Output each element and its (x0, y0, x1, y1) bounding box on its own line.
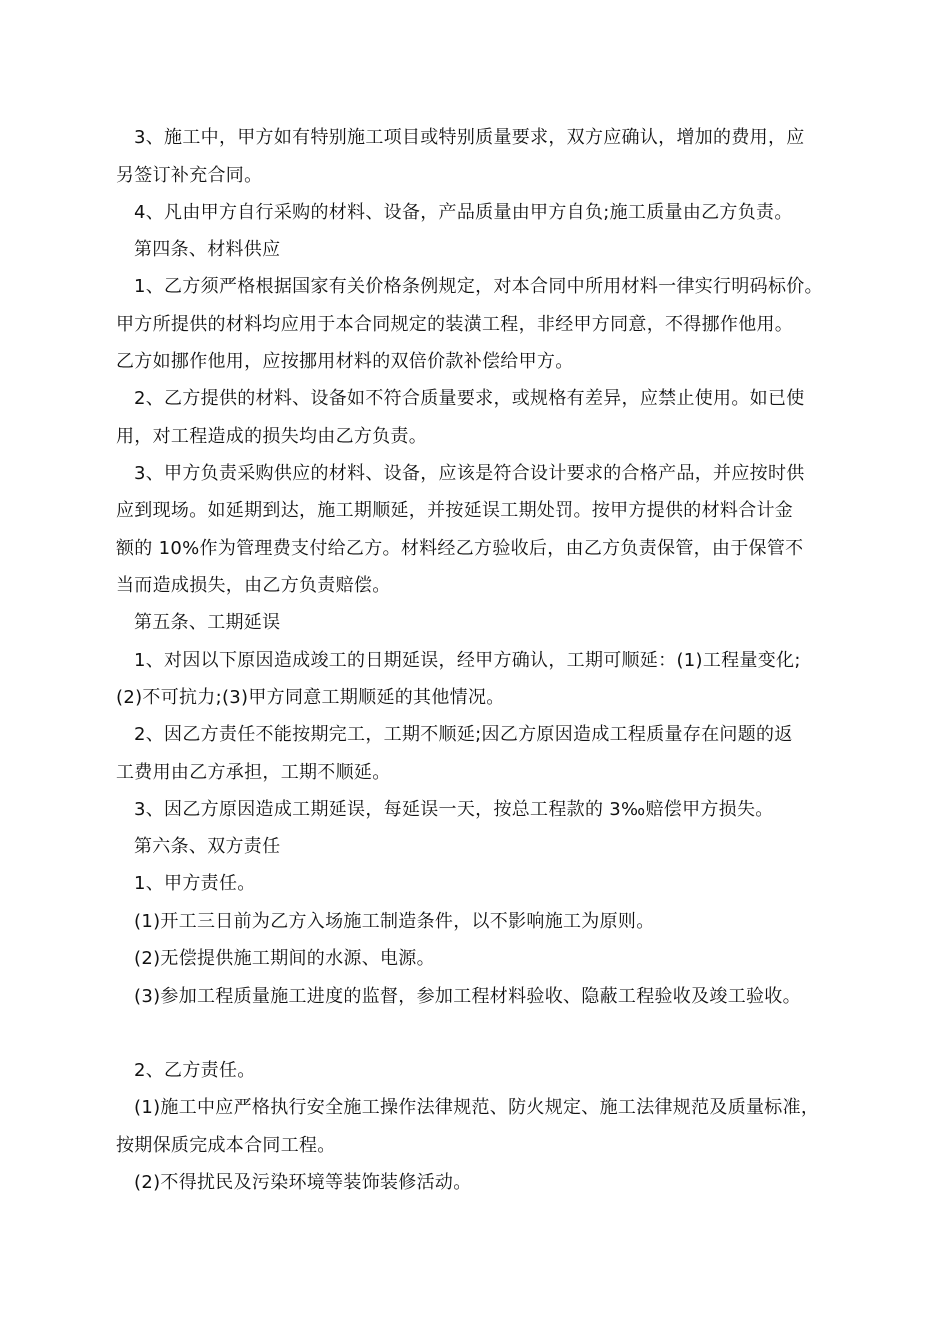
text-line: (2)不可抗力;(3)甲方同意工期顺延的其他情况。 (116, 687, 505, 708)
text-line: 1、乙方须严格根据国家有关价格条例规定，对本合同中所用材料一律实行明码标价。 (134, 276, 823, 297)
text-line: 1、对因以下原因造成竣工的日期延误，经甲方确认，工期可顺延：(1)工程量变化; (134, 650, 801, 671)
text-line: 4、凡由甲方自行采购的材料、设备，产品质量由甲方自负;施工质量由乙方负责。 (134, 202, 793, 223)
text-line: 2、因乙方责任不能按期完工，工期不顺延;因乙方原因造成工程质量存在问题的返 (134, 724, 793, 745)
text-line: 1、甲方责任。 (134, 873, 256, 894)
text-line: 2、乙方责任。 (134, 1060, 256, 1081)
section-heading: 第六条、双方责任 (134, 836, 281, 857)
text-line: 乙方如挪作他用，应按挪用材料的双倍价款补偿给甲方。 (116, 351, 574, 372)
text-line: 3、施工中，甲方如有特别施工项目或特别质量要求，双方应确认，增加的费用，应 (134, 127, 805, 148)
text-line: 3、因乙方原因造成工期延误，每延误一天，按总工程款的 3‰赔偿甲方损失。 (134, 799, 774, 820)
text-line: (1)开工三日前为乙方入场施工制造条件，以不影响施工为原则。 (134, 911, 655, 932)
text-line: 用，对工程造成的损失均由乙方负责。 (116, 426, 428, 447)
text-line: (3)参加工程质量施工进度的监督，参加工程材料验收、隐蔽工程验收及竣工验收。 (134, 986, 801, 1007)
section-heading: 第四条、材料供应 (134, 239, 281, 260)
text-line: 额的 10%作为管理费支付给乙方。材料经乙方验收后，由乙方负责保管，由于保管不 (116, 538, 804, 559)
text-line: 按期保质完成本合同工程。 (116, 1135, 336, 1156)
text-line: 甲方所提供的材料均应用于本合同规定的装潢工程，非经甲方同意，不得挪作他用。 (116, 314, 794, 335)
text-line: 另签订补充合同。 (116, 165, 263, 186)
text-line: 3、甲方负责采购供应的材料、设备，应该是符合设计要求的合格产品，并应按时供 (134, 463, 805, 484)
text-line: 应到现场。如延期到达，施工期顺延，并按延误工期处罚。按甲方提供的材料合计金 (116, 500, 794, 521)
text-line: (2)不得扰民及污染环境等装饰装修活动。 (134, 1172, 472, 1193)
section-heading: 第五条、工期延误 (134, 612, 281, 633)
text-line: (2)无偿提供施工期间的水源、电源。 (134, 948, 435, 969)
text-line: 工费用由乙方承担，工期不顺延。 (116, 762, 391, 783)
text-line: 2、乙方提供的材料、设备如不符合质量要求，或规格有差异，应禁止使用。如已使 (134, 388, 805, 409)
text-line: 当而造成损失，由乙方负责赔偿。 (116, 575, 391, 596)
text-line: (1)施工中应严格执行安全施工操作法律规范、防火规定、施工法律规范及质量标准， (134, 1097, 820, 1118)
